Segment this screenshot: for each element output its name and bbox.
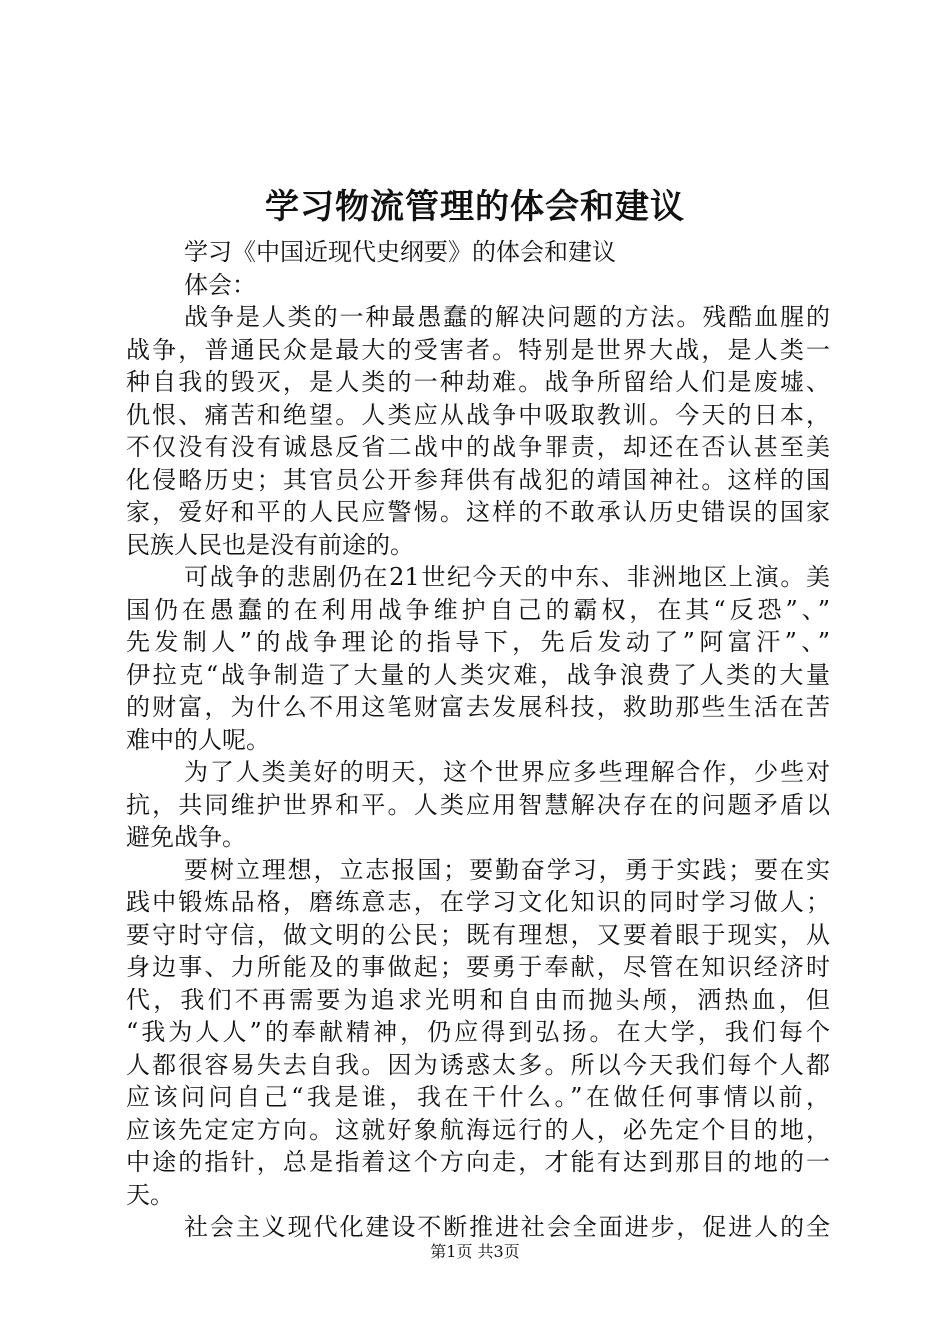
paragraph-line: 化侵略历史；其官员公开参拜供有战犯的靖国神社。这样的国	[126, 465, 830, 494]
document-body	[126, 236, 830, 1244]
paragraph-line: 国仍在愚蠢的在利用战争维护自己的霸权，在其“反恐”、”	[126, 595, 830, 624]
subtitle-line: 学习《中国近现代史纲要》的体会和建议	[184, 238, 616, 266]
section-heading: 体会：	[184, 270, 256, 299]
paragraph-line: 难中的人呢。	[126, 725, 270, 754]
paragraph-line: “我为人人”的奉献精神，仍应得到弘扬。在大学，我们每个	[126, 1018, 830, 1046]
paragraph-line: 的财富，为什么不用这笔财富去发展科技，救助那些生活在苦	[126, 693, 830, 721]
paragraph-line: 家，爱好和平的人民应警惕。这样的不敢承认历史错误的国家	[126, 498, 830, 526]
paragraph-line: 应该问问自己“我是谁，我在干什么。”在做任何事情以前，	[126, 1083, 830, 1111]
paragraph-line: 人都很容易失去自我。因为诱惑太多。所以今天我们每个人都	[126, 1050, 830, 1079]
paragraph-line: 中途的指针，总是指着这个方向走，才能有达到那目的地的一	[126, 1148, 830, 1176]
paragraph-line: 天。	[126, 1180, 174, 1209]
paragraph-line: 应该先定定方向。这就好象航海远行的人，必先定个目的地，	[126, 1115, 830, 1144]
paragraph-line: 社会主义现代化建设不断推进社会全面进步，促进人的全	[184, 1213, 830, 1241]
paragraph-line: 可战争的悲剧仍在21世纪今天的中东、非洲地区上演。美	[184, 563, 830, 591]
paragraph-line: 为了人类美好的明天，这个世界应多些理解合作，少些对	[184, 758, 830, 786]
paragraph-line: 代，我们不再需要为追求光明和自由而抛头颅，洒热血，但	[126, 985, 830, 1014]
paragraph-line: 避免战争。	[126, 823, 246, 851]
paragraph-line: 战争是人类的一种最愚蠢的解决问题的方法。残酷血腥的	[184, 303, 830, 331]
paragraph-line: 身边事、力所能及的事做起；要勇于奉献，尽管在知识经济时	[126, 953, 830, 981]
paragraph-line: 民族人民也是没有前途的。	[126, 530, 414, 559]
paragraph-line: 不仅没有没有诚恳反省二战中的战争罪责，却还在否认甚至美	[126, 433, 830, 461]
page-number-footer: 第1页 共3页	[430, 1242, 520, 1261]
paragraph-line: 先发制人”的战争理论的指导下，先后发动了”阿富汗”、”	[126, 628, 830, 656]
paragraph-line: 仇恨、痛苦和绝望。人类应从战争中吸取教训。今天的日本，	[126, 400, 830, 429]
paragraph-line: 要树立理想，立志报国；要勤奋学习，勇于实践；要在实	[184, 855, 830, 884]
paragraph-line: 践中锻炼品格，磨练意志，在学习文化知识的同时学习做人；	[126, 888, 830, 916]
paragraph-line: 伊拉克“战争制造了大量的人类灾难，战争浪费了人类的大量	[126, 660, 830, 689]
paragraph-line: 要守时守信，做文明的公民；既有理想，又要着眼于现实，从	[126, 920, 830, 949]
document-title: 学习物流管理的体会和建议	[265, 187, 685, 227]
paragraph-line: 种自我的毁灭，是人类的一种劫难。战争所留给人们是废墟、	[126, 368, 830, 396]
paragraph-line: 抗，共同维护世界和平。人类应用智慧解决存在的问题矛盾以	[126, 790, 830, 819]
paragraph-line: 战争，普通民众是最大的受害者。特别是世界大战，是人类一	[126, 335, 830, 364]
